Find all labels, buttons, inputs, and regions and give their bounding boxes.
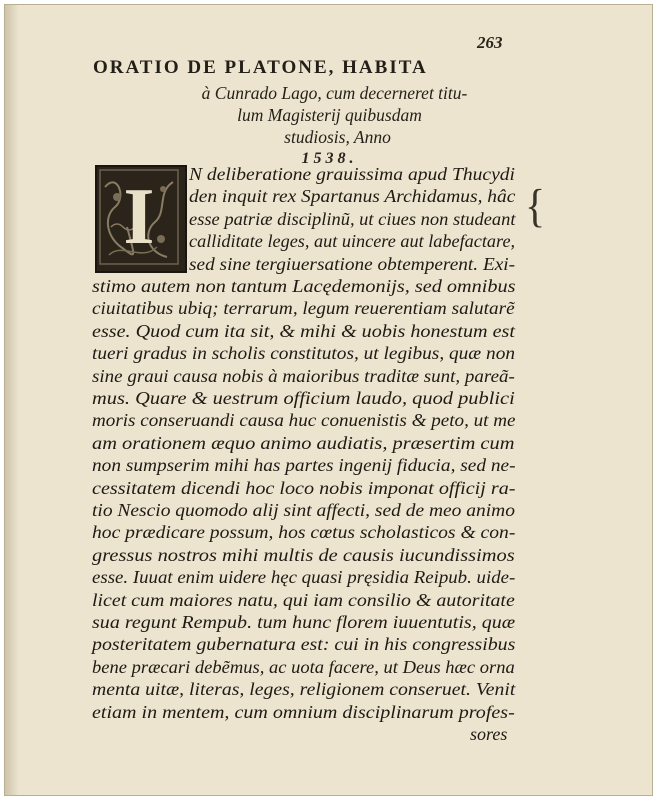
- body-line: stimo autem non tantum Lacędemonijs, sed omnibus: [92, 276, 516, 296]
- body-line: etiam in mentem, cum omnium disciplinarum profes-: [92, 701, 515, 722]
- catchword: sores: [470, 724, 508, 744]
- body-line: licet cum maiores natu, qui iam consilio & autoritate: [92, 589, 515, 610]
- body-line: calliditate leges, aut uincere aut labefactare,: [189, 231, 516, 252]
- body-line: sed sine tergiuersatione obtemperent. Exi-: [189, 253, 516, 274]
- body-line: tueri gradus in scholis constitutos, ut legibus, quæ non: [92, 343, 516, 364]
- body-line: sine graui causa nobis à maioribus traditæ sunt, pareã-: [92, 365, 515, 386]
- body-line: esse patriæ disciplinũ, ut ciues non studeant: [189, 208, 516, 229]
- body-line: N deliberatione grauissima apud Thucydi: [189, 164, 515, 184]
- body-line: sua regunt Rempub. tum hunc florem iuuentutis, quæ: [92, 612, 516, 632]
- body-line: non sumpserim mihi has partes ingenij fiducia, sed ne-: [92, 455, 516, 476]
- body-line: bene præcari debẽmus, ac uota facere, ut Deus hæc orna: [92, 656, 515, 677]
- body-line: menta uitæ, literas, leges, religionem conseruet. Venit: [92, 679, 516, 700]
- body-line: esse. Iuuat enim uidere hęc quasi pręsidia Reipub. uide-: [92, 567, 516, 588]
- subtitle-line-3: studiosis, Anno: [284, 127, 391, 147]
- body-line: tio Nescio quomodo alij sint affecti, sed de meo animo: [92, 500, 515, 520]
- book-page: [4, 4, 653, 796]
- body-line: esse. Quod cum ita sit, & mihi & uobis honestum est: [92, 320, 515, 341]
- body-line: posteritatem gubernatura est: cui in his congressibus: [92, 634, 516, 655]
- body-line: ciuitatibus ubiq; terrarum, legum reuerentiam salutarẽ: [92, 298, 515, 319]
- year-line: 1538.: [301, 150, 358, 167]
- body-line: den inquit rex Spartanus Archidamus, hâc: [189, 186, 516, 207]
- body-line: moris conseruandi causa huc conuenistis & peto, ut me: [92, 410, 516, 431]
- body-line: hoc prædicare possum, hos cœtus scholasticos & con-: [92, 522, 516, 543]
- body-line: am orationem æquo animo audiatis, præsertim cum: [92, 432, 515, 453]
- oration-title: ORATIO DE PLATONE, HABITA: [93, 57, 428, 78]
- initial-letter: I: [123, 173, 155, 261]
- subtitle-line-2: lum Magisterij quibusdam: [237, 105, 422, 125]
- body-line: gressus nostros mihi multis de causis iucundissimos: [92, 544, 515, 565]
- subtitle-line-1: à Cunrado Lago, cum decerneret titu-: [201, 83, 468, 103]
- body-line: cessitatem dicendi hoc loco nobis imponat officij ra-: [92, 477, 516, 498]
- body-line: mus. Quare & uestrum officium laudo, quod publici: [92, 388, 515, 408]
- decorated-initial: [95, 165, 187, 273]
- margin-brace-mark: {: [525, 181, 546, 233]
- page-number: 263: [477, 33, 503, 52]
